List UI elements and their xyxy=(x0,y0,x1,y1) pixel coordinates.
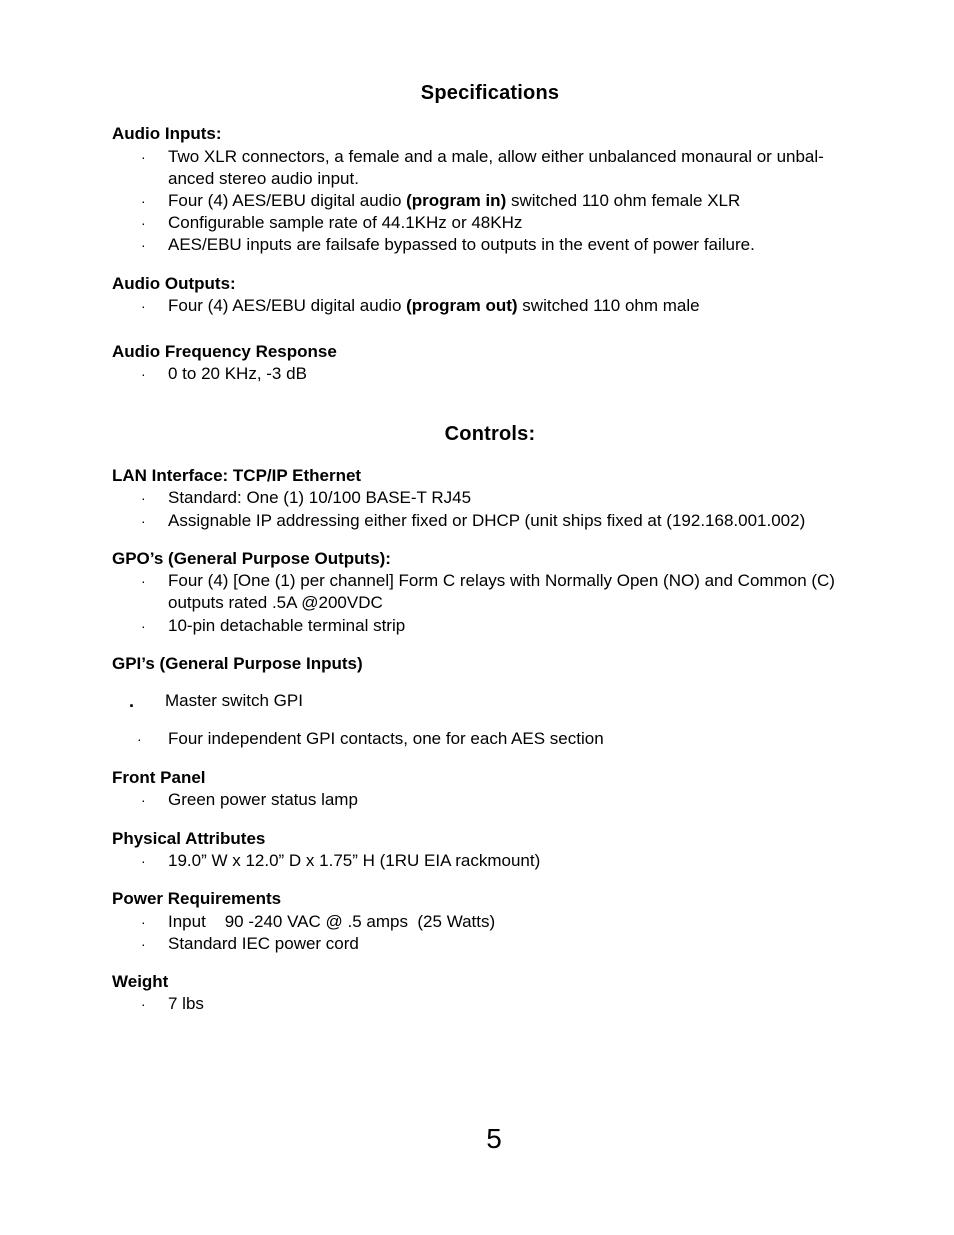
gpo-item: Four (4) [One (1) per channel] Form C relays with Normally Open (NO) and Common (C) outputs rated .5A @200VDC xyxy=(168,571,835,612)
audio-inputs-heading: Audio Inputs: xyxy=(112,124,222,143)
audio-output-item: Four (4) AES/EBU digital audio (program out) switched 110 ohm male xyxy=(168,296,700,315)
bullet: · xyxy=(141,490,146,506)
gpi-heading: GPI’s (General Purpose Inputs) xyxy=(112,654,363,673)
gpo-heading: GPO’s (General Purpose Outputs): xyxy=(112,549,391,568)
audio-input-item: AES/EBU inputs are failsafe bypassed to outputs in the event of power failure. xyxy=(168,235,755,254)
power-heading: Power Requirements xyxy=(112,889,282,908)
weight-item: 7 lbs xyxy=(168,994,204,1013)
bullet: · xyxy=(141,573,146,589)
lan-item: Assignable IP addressing either fixed or DHCP (unit ships fixed at (192.168.001.002) xyxy=(168,511,806,530)
bullet: · xyxy=(141,237,146,253)
bullet: · xyxy=(141,792,146,808)
power-item: Standard IEC power cord xyxy=(168,934,359,953)
specifications-title: Specifications xyxy=(420,82,560,104)
gpi-item: Master switch GPI xyxy=(165,691,303,710)
weight-heading: Weight xyxy=(112,972,169,991)
bullet: · xyxy=(141,366,146,382)
bullet: · xyxy=(141,936,146,952)
physical-heading: Physical Attributes xyxy=(112,829,266,848)
frequency-response-item: 0 to 20 KHz, -3 dB xyxy=(168,364,307,383)
bullet: · xyxy=(141,149,146,165)
gpi-item: Four independent GPI contacts, one for each AES section xyxy=(168,729,604,748)
audio-input-item: Configurable sample rate of 44.1KHz or 48KHz xyxy=(168,213,523,232)
bullet: · xyxy=(141,996,146,1012)
front-panel-heading: Front Panel xyxy=(112,768,206,787)
lan-heading: LAN Interface: TCP/IP Ethernet xyxy=(112,466,362,485)
physical-item: 19.0” W x 12.0” D x 1.75” H (1RU EIA rackmount) xyxy=(168,851,541,870)
audio-input-item: Two XLR connectors, a female and a male, allow either unbalanced monaural or unbal-anced stereo audio input. xyxy=(168,147,824,188)
bullet: · xyxy=(141,914,146,930)
bullet: · xyxy=(141,853,146,869)
page-number: 5 xyxy=(486,1123,502,1154)
lan-item: Standard: One (1) 10/100 BASE-T RJ45 xyxy=(168,488,472,507)
controls-title: Controls: xyxy=(444,423,536,445)
bullet: · xyxy=(137,731,142,747)
bullet: · xyxy=(141,215,146,231)
bullet: · xyxy=(141,298,146,314)
bullet: . xyxy=(129,691,135,711)
bullet: · xyxy=(141,193,146,209)
front-panel-item: Green power status lamp xyxy=(168,790,358,809)
audio-outputs-heading: Audio Outputs: xyxy=(112,274,236,293)
frequency-response-heading: Audio Frequency Response xyxy=(112,342,337,361)
power-item: Input 90 -240 VAC @ .5 amps (25 Watts) xyxy=(168,912,496,931)
bullet: · xyxy=(141,513,146,529)
audio-input-item: Four (4) AES/EBU digital audio (program in) switched 110 ohm female XLR xyxy=(168,191,741,210)
gpo-item: 10-pin detachable terminal strip xyxy=(168,616,406,635)
bullet: · xyxy=(141,618,146,634)
